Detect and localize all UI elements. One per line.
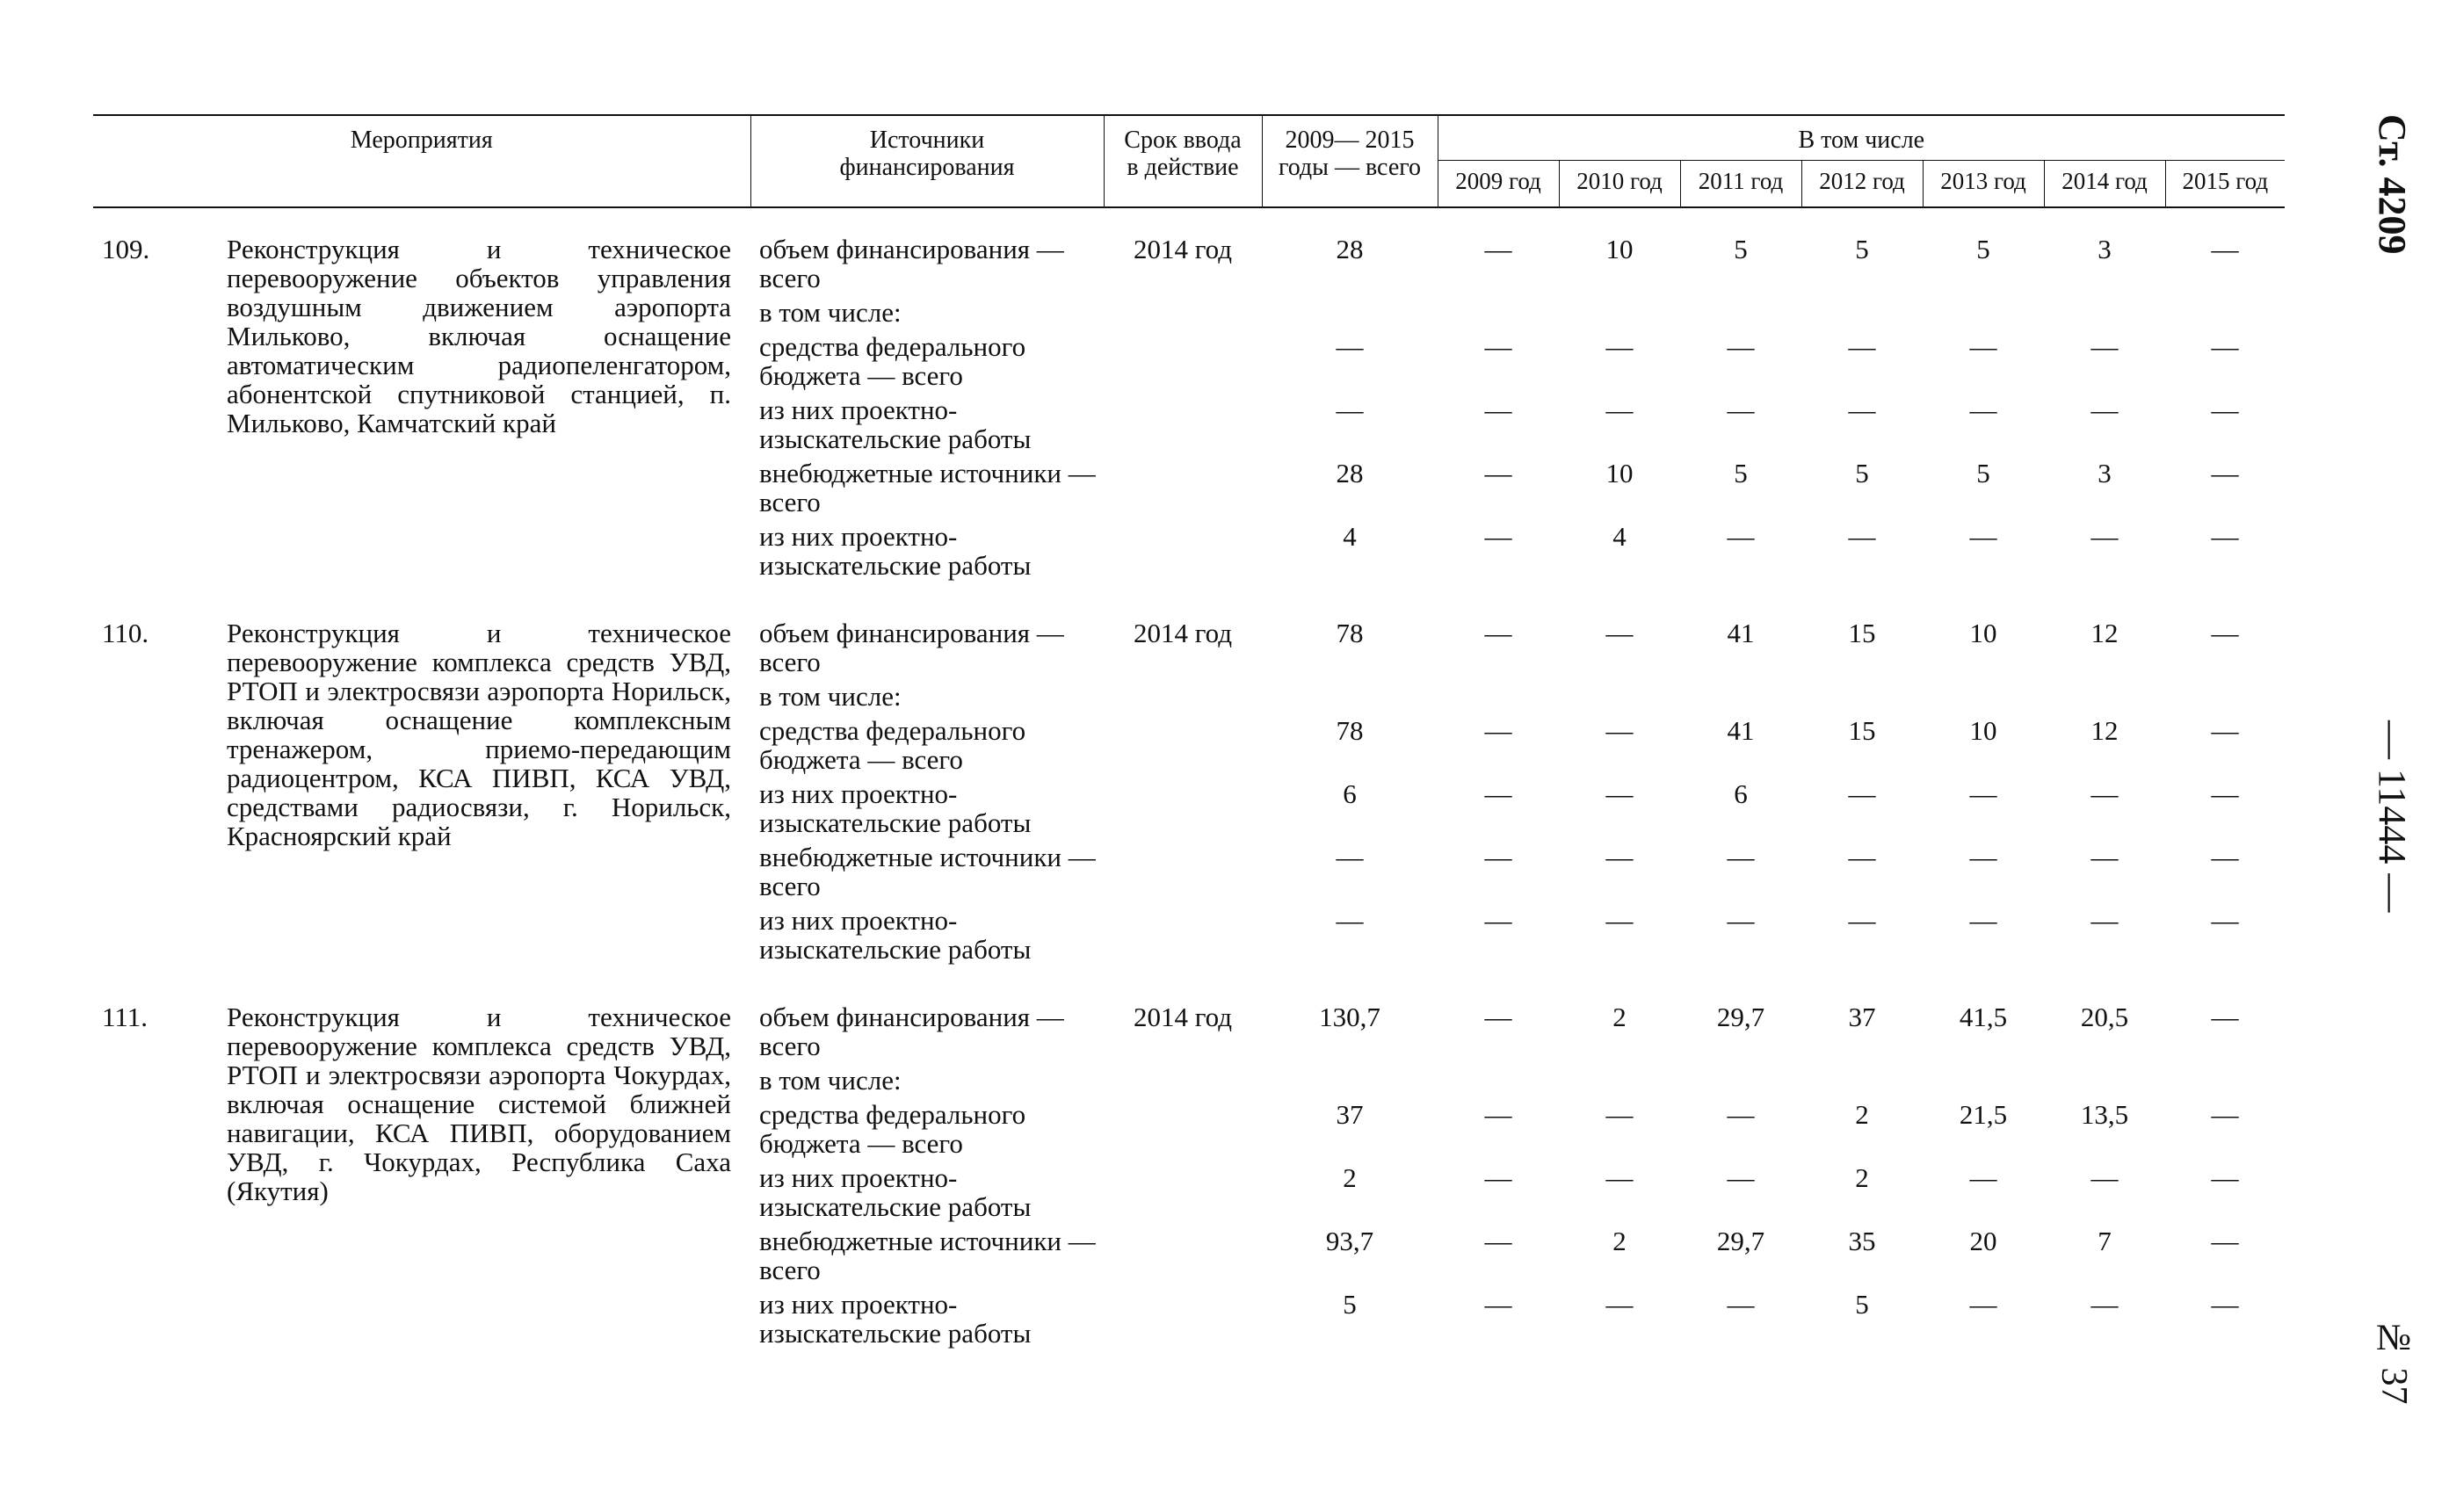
year-value [2044,676,2165,711]
year-value: 21,5 [1959,1099,2008,1130]
funding-source: из них проектно-изыскательские работы [759,1162,1032,1222]
funding-source: в том числе: [759,681,902,712]
total-value: 2 [1343,1162,1357,1193]
item-number: 109. [102,234,150,264]
item-number: 110. [102,618,149,648]
year-value: 5 [1855,234,1869,264]
year-value [1923,293,2044,327]
year-value [1923,676,2044,711]
year-value: 2 [1612,1226,1627,1256]
year-value: — [2090,394,2119,425]
year-value [1438,676,1559,711]
year-value: — [1484,521,1512,552]
year-value: 6 [1734,778,1748,809]
year-value: 35 [1848,1226,1876,1256]
year-value: 2 [1612,1002,1627,1032]
year-value [1559,676,1680,711]
year-value: — [1484,618,1512,648]
year-value: 10 [1969,715,1997,746]
total-value: 37 [1336,1099,1364,1130]
year-value: — [1848,394,1876,425]
year-value: — [1484,715,1512,746]
funding-source: внебюджетные источники — всего [759,842,1096,901]
header-year: 2013 год [1923,161,2044,208]
year-value: 5 [1976,458,1990,488]
year-value: — [1969,521,1997,552]
year-value: — [2211,1099,2239,1130]
year-value: — [1605,715,1634,746]
year-value: — [2211,842,2239,872]
year-value [1680,293,1801,327]
year-value: — [1484,234,1512,264]
year-value: 10 [1969,618,1997,648]
year-value [2044,1060,2165,1095]
year-value: 20,5 [2080,1002,2129,1032]
year-value: — [2090,905,2119,936]
funding-source: из них проектно-изыскательские работы [759,394,1032,454]
year-value [2165,1060,2285,1095]
year-value: 5 [1976,234,1990,264]
funding-source: средства федерального бюджета — всего [759,715,1026,775]
header-year: 2010 год [1559,161,1680,208]
header-including: В том числе [1438,115,2285,161]
table-row [93,207,2285,293]
year-value: — [1484,1289,1512,1320]
year-value [1559,293,1680,327]
item-name: Реконструкция и техническое перевооружение объектов управления воздушным движением аэропорта Мильково, включая оснащение автоматическим радиопеленгатором, абонентской спутниковой станцией, п. Мильково, Камчатский край [227,234,731,438]
year-value [2165,676,2285,711]
year-value: — [1605,618,1634,648]
total-value [1262,293,1438,327]
year-value: — [2211,618,2239,648]
page-label: Ст. 4209 [2371,114,2414,255]
year-value: — [1605,778,1634,809]
year-value [2165,293,2285,327]
year-value: — [1605,1289,1634,1320]
total-value: 130,7 [1319,1002,1380,1032]
year-value: 15 [1848,715,1876,746]
item-name: Реконструкция и техническое перевооружение комплекса средств УВД, РТОП и электросвязи аэропорта Чокурдах, включая оснащение системой ближней навигации, КСА ПИВП, оборудованием УВД, г. Чокурдах, Республика Саха (Якутия) [227,1002,731,1206]
year-value: — [1605,394,1634,425]
year-value: 41 [1727,715,1755,746]
total-value: 78 [1336,618,1364,648]
year-value: 12 [2090,618,2119,648]
year-value: — [1969,1162,1997,1193]
funding-source: из них проектно-изыскательские работы [759,905,1032,965]
year-value: 41 [1727,618,1755,648]
year-value: 20 [1969,1226,1997,1256]
year-value [1801,293,1923,327]
year-value: — [2090,521,2119,552]
year-value: 2 [1855,1162,1869,1193]
year-value [1923,1060,2044,1095]
year-value: 5 [1855,1289,1869,1320]
year-value: — [1484,1099,1512,1130]
table-body [93,207,2285,1360]
header-year: 2014 год [2044,161,2165,208]
year-value: — [1484,778,1512,809]
year-value: — [1484,1226,1512,1256]
funding-source: из них проектно-изыскательские работы [759,778,1032,838]
header-sources: Источники финансирования [750,115,1104,207]
year-value: — [2211,234,2239,264]
total-value [1262,1060,1438,1095]
year-value: 2 [1855,1099,1869,1130]
commission-date: 2014 год [1133,618,1233,648]
year-value: — [1969,331,1997,362]
year-value: 4 [1612,521,1627,552]
year-value: — [1727,394,1755,425]
year-value: — [1969,394,1997,425]
header-year: 2011 год [1680,161,1801,208]
funding-source: в том числе: [759,1065,902,1096]
financing-table-wrap [93,114,2285,1360]
year-value: — [1969,1289,1997,1320]
year-value: — [1484,1002,1512,1032]
year-value: — [1727,521,1755,552]
year-value: — [1848,905,1876,936]
total-value: — [1336,394,1364,425]
year-value: — [1484,1162,1512,1193]
year-value: 5 [1734,458,1748,488]
total-value: 78 [1336,715,1364,746]
commission-date: 2014 год [1133,234,1233,264]
funding-source: объем финансирования — всего [759,1002,1064,1061]
year-value: — [1969,842,1997,872]
year-value: 3 [2098,234,2112,264]
year-value: — [2211,331,2239,362]
year-value: — [1727,1099,1755,1130]
year-value [1438,293,1559,327]
total-value: 6 [1343,778,1357,809]
year-value: — [1727,905,1755,936]
year-value: — [2211,394,2239,425]
year-value: 13,5 [2080,1099,2129,1130]
year-value: 29,7 [1716,1002,1765,1032]
item-name: Реконструкция и техническое перевооружение комплекса средств УВД, РТОП и электросвязи аэропорта Норильск, включая оснащение комплексным тренажером, приемо-передающим радиоцентром, КСА ПИВП, КСА УВД, средствами радиосвязи, г. Норильск, Красноярский край [227,618,731,851]
funding-source: средства федерального бюджета — всего [759,331,1026,391]
table-row [93,976,2285,1060]
total-value [1262,676,1438,711]
total-value: 4 [1343,521,1357,552]
year-value [1801,1060,1923,1095]
year-value [1680,676,1801,711]
year-value: 15 [1848,618,1876,648]
table-row [93,592,2285,676]
year-value: — [2211,715,2239,746]
header-year: 2009 год [1438,161,1559,208]
year-value: — [1969,905,1997,936]
financing-table [93,114,2285,1360]
year-value [1680,1060,1801,1095]
funding-source: объем финансирования — всего [759,234,1064,293]
year-value: 10 [1605,234,1634,264]
page-number: — 11444 — [2371,720,2414,913]
year-value: — [1605,1099,1634,1130]
year-value: — [1727,842,1755,872]
year-value: — [2211,905,2239,936]
year-value: — [2211,521,2239,552]
year-value: — [1848,778,1876,809]
header-year: 2015 год [2165,161,2285,208]
header-activities: Мероприятия [350,127,493,154]
year-value: — [2090,842,2119,872]
year-value: — [1605,1162,1634,1193]
year-value [1559,1060,1680,1095]
year-value: — [2211,1289,2239,1320]
total-value: 93,7 [1325,1226,1374,1256]
funding-source: средства федерального бюджета — всего [759,1099,1026,1159]
year-value: — [2090,331,2119,362]
year-value: 37 [1848,1002,1876,1032]
year-value: — [1969,778,1997,809]
table-header [93,115,2285,207]
year-value: — [1484,331,1512,362]
total-value: 28 [1336,458,1364,488]
total-value: — [1336,331,1364,362]
year-value: — [1727,1162,1755,1193]
issue-number: № 37 [2373,1318,2414,1405]
funding-source: внебюджетные источники — всего [759,458,1096,517]
total-value: 28 [1336,234,1364,264]
year-value: 12 [2090,715,2119,746]
year-value: — [1848,842,1876,872]
year-value: — [1848,331,1876,362]
funding-source: объем финансирования — всего [759,618,1064,677]
year-value: — [1727,331,1755,362]
year-value: — [2090,1289,2119,1320]
year-value: — [1605,331,1634,362]
header-commission: Срок ввода в действие [1104,115,1262,207]
year-value [2044,293,2165,327]
year-value: — [1605,905,1634,936]
year-value: — [1484,842,1512,872]
funding-source: внебюджетные источники — всего [759,1226,1096,1285]
funding-source: из них проектно-изыскательские работы [759,1289,1032,1349]
year-value: — [2090,1162,2119,1193]
year-value: 3 [2098,458,2112,488]
year-value: — [2211,1162,2239,1193]
year-value: 7 [2098,1226,2112,1256]
year-value: — [2211,1226,2239,1256]
funding-source: из них проектно-изыскательские работы [759,521,1032,581]
year-value [1801,676,1923,711]
year-value: 10 [1605,458,1634,488]
year-value [1438,1060,1559,1095]
funding-source: в том числе: [759,297,902,328]
header-total: 2009— 2015 годы — всего [1262,115,1438,207]
total-value: 5 [1343,1289,1357,1320]
commission-date: 2014 год [1133,1002,1233,1032]
year-value: 5 [1855,458,1869,488]
year-value: 29,7 [1716,1226,1765,1256]
year-value: — [1484,905,1512,936]
year-value: — [2211,778,2239,809]
year-value: — [2211,1002,2239,1032]
item-number: 111. [102,1002,148,1032]
year-value: — [2211,458,2239,488]
year-value: — [2090,778,2119,809]
year-value: — [1484,394,1512,425]
year-value: 41,5 [1959,1002,2008,1032]
year-value: — [1605,842,1634,872]
total-value: — [1336,905,1364,936]
total-value: — [1336,842,1364,872]
header-year: 2012 год [1801,161,1923,208]
year-value: 5 [1734,234,1748,264]
year-value: — [1484,458,1512,488]
year-value: — [1848,521,1876,552]
year-value: — [1727,1289,1755,1320]
